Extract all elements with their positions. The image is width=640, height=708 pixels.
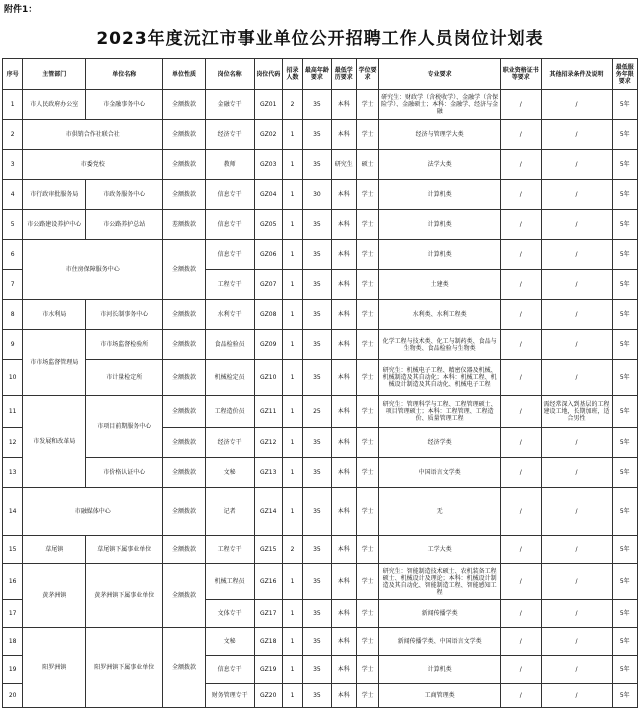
cell-other: 需经常深入到基层的工程建设工地，长期加班，适合男性 xyxy=(541,396,612,428)
cell-dept: 市市场监督管理局 xyxy=(23,330,86,396)
cell-cert: / xyxy=(500,564,541,600)
cell-cert: / xyxy=(500,396,541,428)
cell-age: 35 xyxy=(303,210,331,240)
cell-nature: 全额拨款 xyxy=(163,428,206,458)
cell-years: 5年 xyxy=(612,458,637,488)
table-row xyxy=(3,396,638,428)
cell-seq: 5 xyxy=(3,210,23,240)
cell-cert: / xyxy=(500,210,541,240)
cell-post: 文体专干 xyxy=(205,600,254,628)
cell-count: 1 xyxy=(282,628,302,656)
header-edu: 最低学历要求 xyxy=(331,59,356,90)
cell-code: GZ19 xyxy=(254,656,282,684)
cell-edu: 本科 xyxy=(331,270,356,300)
cell-age: 30 xyxy=(303,180,331,210)
cell-age: 35 xyxy=(303,536,331,564)
recruitment-plan-table xyxy=(2,58,638,708)
cell-post: 机械工程员 xyxy=(205,564,254,600)
cell-edu: 本科 xyxy=(331,90,356,120)
header-code: 岗位代码 xyxy=(254,59,282,90)
cell-other: / xyxy=(541,564,612,600)
cell-edu: 本科 xyxy=(331,210,356,240)
cell-other: / xyxy=(541,210,612,240)
cell-cert: / xyxy=(500,458,541,488)
cell-degree: 学士 xyxy=(356,628,378,656)
cell-post: 文秘 xyxy=(205,458,254,488)
cell-dept: 市供销合作社联合社 xyxy=(23,120,163,150)
cell-major: 研究生：财政学（含税收学）、金融学（含保险学）、金融硕士；本科：金融学、经济与金融 xyxy=(379,90,501,120)
cell-major: 中国语言文学类 xyxy=(379,458,501,488)
cell-cert: / xyxy=(500,90,541,120)
cell-post: 工程专干 xyxy=(205,536,254,564)
cell-seq: 11 xyxy=(3,396,23,428)
cell-code: GZ03 xyxy=(254,150,282,180)
cell-code: GZ16 xyxy=(254,564,282,600)
cell-seq: 7 xyxy=(3,270,23,300)
table-row xyxy=(3,210,638,240)
cell-seq: 2 xyxy=(3,120,23,150)
cell-nature: 全额拨款 xyxy=(163,628,206,708)
cell-cert: / xyxy=(500,330,541,360)
cell-age: 35 xyxy=(303,458,331,488)
cell-years: 5年 xyxy=(612,488,637,536)
cell-other: / xyxy=(541,120,612,150)
cell-age: 35 xyxy=(303,150,331,180)
cell-count: 1 xyxy=(282,150,302,180)
cell-other: / xyxy=(541,180,612,210)
cell-edu: 本科 xyxy=(331,488,356,536)
cell-major: 化学工程与技术类、化工与制药类、食品与生物类、食品检验与生物类 xyxy=(379,330,501,360)
cell-years: 5年 xyxy=(612,210,637,240)
cell-degree: 学士 xyxy=(356,360,378,396)
cell-other: / xyxy=(541,330,612,360)
cell-nature: 全额拨款 xyxy=(163,536,206,564)
cell-code: GZ01 xyxy=(254,90,282,120)
cell-seq: 20 xyxy=(3,684,23,708)
cell-unit: 市计量检定所 xyxy=(86,360,163,396)
cell-other: / xyxy=(541,458,612,488)
cell-years: 5年 xyxy=(612,330,637,360)
cell-edu: 本科 xyxy=(331,180,356,210)
cell-edu: 本科 xyxy=(331,564,356,600)
header-seq: 序号 xyxy=(3,59,23,90)
cell-post: 文秘 xyxy=(205,628,254,656)
cell-post: 水利专干 xyxy=(205,300,254,330)
cell-years: 5年 xyxy=(612,428,637,458)
cell-degree: 学士 xyxy=(356,488,378,536)
cell-degree: 学士 xyxy=(356,564,378,600)
cell-code: GZ13 xyxy=(254,458,282,488)
cell-major: 研究生：机械电子工程、精密仪器及机械、机械制造及其自动化；本科：机械工程、机械设计制造及其自动化、机械电子工程 xyxy=(379,360,501,396)
page-title: 2023年度沅江市事业单位公开招聘工作人员岗位计划表 xyxy=(96,29,544,49)
cell-unit: 市价格认证中心 xyxy=(86,458,163,488)
cell-major: 计算机类 xyxy=(379,180,501,210)
cell-age: 35 xyxy=(303,600,331,628)
cell-seq: 6 xyxy=(3,240,23,270)
cell-degree: 学士 xyxy=(356,180,378,210)
header-dept: 主管部门 xyxy=(23,59,86,90)
cell-unit: 市政务服务中心 xyxy=(86,180,163,210)
cell-age: 35 xyxy=(303,428,331,458)
cell-unit: 草尾镇下属事业单位 xyxy=(86,536,163,564)
cell-count: 1 xyxy=(282,120,302,150)
cell-cert: / xyxy=(500,300,541,330)
cell-post: 信息专干 xyxy=(205,240,254,270)
cell-degree: 学士 xyxy=(356,656,378,684)
cell-code: GZ15 xyxy=(254,536,282,564)
cell-code: GZ04 xyxy=(254,180,282,210)
cell-edu: 本科 xyxy=(331,120,356,150)
cell-code: GZ18 xyxy=(254,628,282,656)
cell-other: / xyxy=(541,240,612,270)
cell-cert: / xyxy=(500,360,541,396)
cell-seq: 19 xyxy=(3,656,23,684)
cell-other: / xyxy=(541,360,612,396)
cell-seq: 9 xyxy=(3,330,23,360)
cell-degree: 学士 xyxy=(356,428,378,458)
cell-edu: 研究生 xyxy=(331,150,356,180)
cell-count: 1 xyxy=(282,210,302,240)
cell-degree: 学士 xyxy=(356,120,378,150)
cell-years: 5年 xyxy=(612,90,637,120)
cell-post: 机械检定员 xyxy=(205,360,254,396)
cell-cert: / xyxy=(500,180,541,210)
cell-degree: 学士 xyxy=(356,458,378,488)
cell-count: 1 xyxy=(282,300,302,330)
cell-nature: 全额拨款 xyxy=(163,150,206,180)
cell-cert: / xyxy=(500,240,541,270)
cell-other: / xyxy=(541,150,612,180)
header-post: 岗位名称 xyxy=(205,59,254,90)
cell-dept: 市发展和改革局 xyxy=(23,396,86,488)
cell-degree: 学士 xyxy=(356,210,378,240)
cell-major: 法学大类 xyxy=(379,150,501,180)
cell-major: 经济与管理学大类 xyxy=(379,120,501,150)
cell-years: 5年 xyxy=(612,600,637,628)
cell-other: / xyxy=(541,90,612,120)
cell-post: 信息专干 xyxy=(205,210,254,240)
cell-cert: / xyxy=(500,536,541,564)
header-unit: 单位名称 xyxy=(86,59,163,90)
cell-degree: 学士 xyxy=(356,240,378,270)
cell-count: 2 xyxy=(282,90,302,120)
cell-nature: 全额拨款 xyxy=(163,360,206,396)
cell-cert: / xyxy=(500,600,541,628)
cell-major: 研究生：管理科学与工程、工程管理硕士、项目管理硕士；本科：工程管理、工程造价、质量管理工程 xyxy=(379,396,501,428)
cell-code: GZ12 xyxy=(254,428,282,458)
cell-nature: 全额拨款 xyxy=(163,90,206,120)
header-years: 最低服务年限要求 xyxy=(612,59,637,90)
cell-nature: 全额拨款 xyxy=(163,564,206,628)
cell-nature: 全额拨款 xyxy=(163,488,206,536)
cell-years: 5年 xyxy=(612,564,637,600)
cell-major: 计算机类 xyxy=(379,656,501,684)
cell-major: 研究生：智能制造技术硕士、农机装备工程硕士、机械设计及理论；本科：机械设计制造及其自动化、智能制造工程、智能感知工程 xyxy=(379,564,501,600)
cell-age: 35 xyxy=(303,684,331,708)
cell-dept: 草尾镇 xyxy=(23,536,86,564)
cell-age: 35 xyxy=(303,488,331,536)
cell-cert: / xyxy=(500,488,541,536)
header-age: 最高年龄要求 xyxy=(303,59,331,90)
cell-edu: 本科 xyxy=(331,428,356,458)
cell-years: 5年 xyxy=(612,628,637,656)
cell-major: 新闻传播学类 xyxy=(379,600,501,628)
table-row xyxy=(3,240,638,270)
header-other: 其他招录条件及说明 xyxy=(541,59,612,90)
cell-degree: 学士 xyxy=(356,90,378,120)
cell-cert: / xyxy=(500,428,541,458)
cell-other: / xyxy=(541,656,612,684)
cell-unit: 市金融事务中心 xyxy=(86,90,163,120)
cell-dept: 黄茅洲镇 xyxy=(23,564,86,628)
cell-edu: 本科 xyxy=(331,300,356,330)
cell-count: 1 xyxy=(282,428,302,458)
cell-degree: 学士 xyxy=(356,600,378,628)
cell-other: / xyxy=(541,536,612,564)
cell-code: GZ14 xyxy=(254,488,282,536)
cell-degree: 学士 xyxy=(356,536,378,564)
cell-other: / xyxy=(541,270,612,300)
cell-nature: 全额拨款 xyxy=(163,396,206,428)
cell-nature: 全额拨款 xyxy=(163,330,206,360)
cell-dept: 市委党校 xyxy=(23,150,163,180)
table-row xyxy=(3,150,638,180)
cell-edu: 本科 xyxy=(331,656,356,684)
cell-post: 工程造价员 xyxy=(205,396,254,428)
cell-seq: 10 xyxy=(3,360,23,396)
cell-edu: 本科 xyxy=(331,240,356,270)
cell-years: 5年 xyxy=(612,270,637,300)
cell-post: 经济专干 xyxy=(205,120,254,150)
cell-seq: 13 xyxy=(3,458,23,488)
cell-post: 信息专干 xyxy=(205,656,254,684)
cell-degree: 学士 xyxy=(356,684,378,708)
cell-cert: / xyxy=(500,150,541,180)
cell-dept: 市住房保障服务中心 xyxy=(23,240,163,300)
cell-other: / xyxy=(541,488,612,536)
cell-count: 1 xyxy=(282,488,302,536)
cell-dept: 市融媒体中心 xyxy=(23,488,163,536)
cell-seq: 14 xyxy=(3,488,23,536)
table-row xyxy=(3,628,638,656)
cell-degree: 学士 xyxy=(356,300,378,330)
cell-other: / xyxy=(541,600,612,628)
cell-seq: 1 xyxy=(3,90,23,120)
cell-nature: 全额拨款 xyxy=(163,120,206,150)
cell-years: 5年 xyxy=(612,300,637,330)
cell-edu: 本科 xyxy=(331,628,356,656)
cell-nature: 全额拨款 xyxy=(163,300,206,330)
cell-major: 新闻传播学类、中国语言文学类 xyxy=(379,628,501,656)
cell-seq: 15 xyxy=(3,536,23,564)
cell-code: GZ08 xyxy=(254,300,282,330)
cell-nature: 全额拨款 xyxy=(163,240,206,300)
cell-major: 无 xyxy=(379,488,501,536)
table-header-row xyxy=(3,59,638,90)
cell-count: 1 xyxy=(282,270,302,300)
cell-degree: 硕士 xyxy=(356,150,378,180)
cell-count: 1 xyxy=(282,330,302,360)
table-row xyxy=(3,180,638,210)
attachment-label: 附件1： xyxy=(4,5,38,15)
cell-post: 食品检验员 xyxy=(205,330,254,360)
table-row xyxy=(3,564,638,600)
cell-dept: 市公路建设养护中心 xyxy=(23,210,86,240)
cell-count: 1 xyxy=(282,360,302,396)
cell-major: 工学大类 xyxy=(379,536,501,564)
cell-dept: 市水利局 xyxy=(23,300,86,330)
cell-age: 35 xyxy=(303,270,331,300)
cell-count: 1 xyxy=(282,656,302,684)
cell-age: 35 xyxy=(303,90,331,120)
cell-age: 35 xyxy=(303,656,331,684)
cell-years: 5年 xyxy=(612,684,637,708)
cell-years: 5年 xyxy=(612,396,637,428)
cell-code: GZ06 xyxy=(254,240,282,270)
cell-count: 1 xyxy=(282,180,302,210)
cell-edu: 本科 xyxy=(331,458,356,488)
header-major: 专业要求 xyxy=(379,59,501,90)
table-row xyxy=(3,458,638,488)
cell-nature: 全额拨款 xyxy=(163,180,206,210)
cell-code: GZ10 xyxy=(254,360,282,396)
cell-post: 信息专干 xyxy=(205,180,254,210)
cell-other: / xyxy=(541,300,612,330)
cell-post: 财务管理专干 xyxy=(205,684,254,708)
cell-seq: 12 xyxy=(3,428,23,458)
cell-post: 经济专干 xyxy=(205,428,254,458)
cell-age: 35 xyxy=(303,240,331,270)
cell-major: 计算机类 xyxy=(379,240,501,270)
cell-dept: 阳罗洲镇 xyxy=(23,628,86,708)
cell-degree: 学士 xyxy=(356,396,378,428)
table-row xyxy=(3,536,638,564)
header-cert: 职业资格证书等要求 xyxy=(500,59,541,90)
cell-cert: / xyxy=(500,120,541,150)
cell-major: 计算机类 xyxy=(379,210,501,240)
table-row xyxy=(3,90,638,120)
cell-seq: 4 xyxy=(3,180,23,210)
cell-dept: 市人民政府办公室 xyxy=(23,90,86,120)
header-count: 招录人数 xyxy=(282,59,302,90)
cell-code: GZ11 xyxy=(254,396,282,428)
cell-count: 1 xyxy=(282,684,302,708)
cell-code: GZ05 xyxy=(254,210,282,240)
cell-count: 1 xyxy=(282,564,302,600)
cell-unit: 市市场监督检验所 xyxy=(86,330,163,360)
cell-post: 教师 xyxy=(205,150,254,180)
cell-major: 经济学类 xyxy=(379,428,501,458)
cell-nature: 全额拨款 xyxy=(163,458,206,488)
cell-count: 2 xyxy=(282,536,302,564)
cell-edu: 本科 xyxy=(331,330,356,360)
header-degree: 学位要求 xyxy=(356,59,378,90)
table-row xyxy=(3,488,638,536)
table-row xyxy=(3,300,638,330)
cell-other: / xyxy=(541,428,612,458)
cell-age: 35 xyxy=(303,330,331,360)
cell-count: 1 xyxy=(282,600,302,628)
cell-years: 5年 xyxy=(612,360,637,396)
cell-unit: 黄茅洲镇下属事业单位 xyxy=(86,564,163,628)
cell-major: 土建类 xyxy=(379,270,501,300)
cell-edu: 本科 xyxy=(331,684,356,708)
cell-cert: / xyxy=(500,628,541,656)
table-row xyxy=(3,120,638,150)
cell-degree: 学士 xyxy=(356,270,378,300)
cell-count: 1 xyxy=(282,396,302,428)
cell-count: 1 xyxy=(282,458,302,488)
cell-cert: / xyxy=(500,684,541,708)
cell-edu: 本科 xyxy=(331,536,356,564)
cell-nature: 差额拨款 xyxy=(163,210,206,240)
cell-other: / xyxy=(541,684,612,708)
cell-degree: 学士 xyxy=(356,330,378,360)
cell-edu: 本科 xyxy=(331,360,356,396)
header-nature: 单位性质 xyxy=(163,59,206,90)
cell-unit: 市公路养护总站 xyxy=(86,210,163,240)
cell-seq: 18 xyxy=(3,628,23,656)
cell-unit: 市河长制事务中心 xyxy=(86,300,163,330)
cell-other: / xyxy=(541,628,612,656)
cell-post: 记者 xyxy=(205,488,254,536)
cell-age: 35 xyxy=(303,564,331,600)
cell-age: 25 xyxy=(303,396,331,428)
cell-seq: 3 xyxy=(3,150,23,180)
cell-years: 5年 xyxy=(612,656,637,684)
cell-seq: 17 xyxy=(3,600,23,628)
cell-cert: / xyxy=(500,270,541,300)
cell-major: 工商管理类 xyxy=(379,684,501,708)
cell-code: GZ20 xyxy=(254,684,282,708)
cell-seq: 8 xyxy=(3,300,23,330)
cell-code: GZ07 xyxy=(254,270,282,300)
cell-post: 金融专干 xyxy=(205,90,254,120)
cell-code: GZ17 xyxy=(254,600,282,628)
cell-edu: 本科 xyxy=(331,600,356,628)
cell-seq: 16 xyxy=(3,564,23,600)
cell-code: GZ09 xyxy=(254,330,282,360)
cell-post: 工程专干 xyxy=(205,270,254,300)
cell-years: 5年 xyxy=(612,536,637,564)
cell-age: 35 xyxy=(303,120,331,150)
cell-edu: 本科 xyxy=(331,396,356,428)
cell-age: 35 xyxy=(303,300,331,330)
cell-unit: 阳罗洲镇下属事业单位 xyxy=(86,628,163,708)
cell-cert: / xyxy=(500,656,541,684)
cell-years: 5年 xyxy=(612,240,637,270)
cell-years: 5年 xyxy=(612,120,637,150)
cell-code: GZ02 xyxy=(254,120,282,150)
cell-unit: 市项目前期服务中心 xyxy=(86,396,163,458)
cell-age: 35 xyxy=(303,360,331,396)
cell-dept: 市行政审批服务局 xyxy=(23,180,86,210)
cell-age: 35 xyxy=(303,628,331,656)
cell-count: 1 xyxy=(282,240,302,270)
table-row xyxy=(3,330,638,360)
cell-years: 5年 xyxy=(612,150,637,180)
table-row xyxy=(3,360,638,396)
cell-years: 5年 xyxy=(612,180,637,210)
cell-major: 水利类、水利工程类 xyxy=(379,300,501,330)
